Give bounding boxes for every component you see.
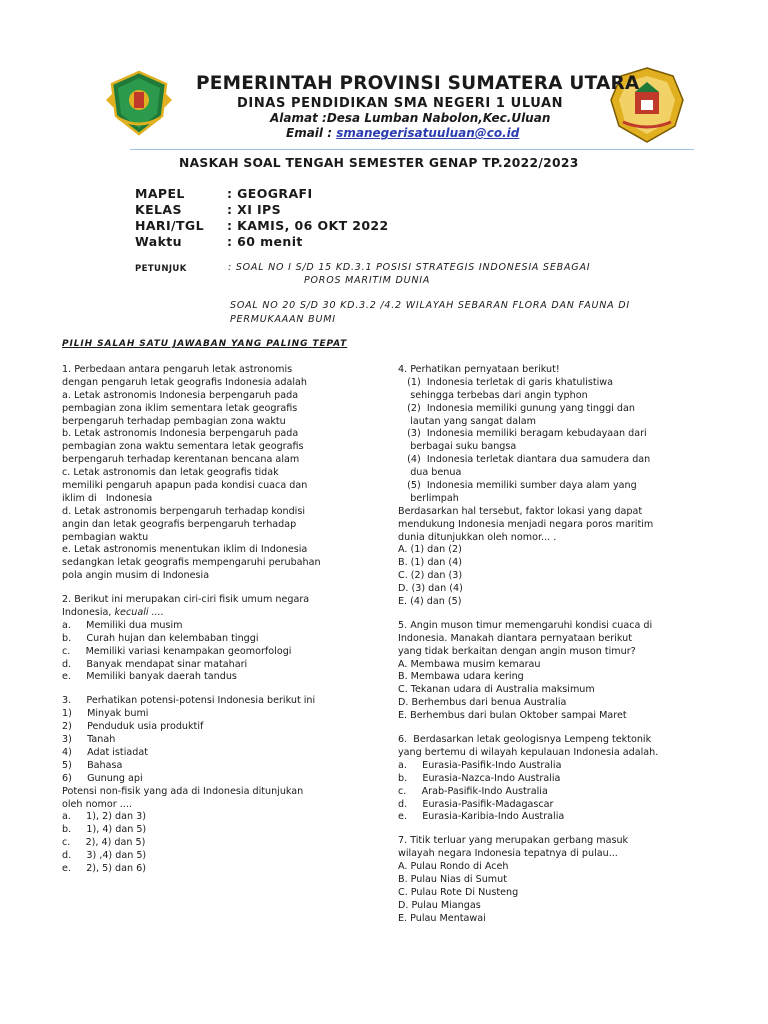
list-item: 1) Minyak bumi: [62, 708, 149, 720]
provincial-emblem-icon: [96, 70, 182, 138]
spacer: [398, 824, 718, 835]
question-line: dengan pengaruh letak geografis Indonesia adalah: [62, 376, 307, 388]
email-line: [286, 126, 519, 140]
question-line: dunia ditunjukkan oleh nomor... .: [398, 531, 557, 543]
answer-option: d. Letak astronomis berpengaruh terhadap kondisi: [62, 505, 305, 517]
question-line: 7. Titik terluar yang merupakan gerbang masuk: [398, 835, 629, 847]
spacer: [398, 609, 718, 620]
answer-option: berpengaruh terhadap pembagian zona waktu: [62, 415, 286, 427]
question-line: 4. Perhatikan pernyataan berikut!: [398, 364, 560, 375]
question-line: oleh nomor ....: [62, 798, 132, 810]
meta-table: [135, 186, 389, 250]
answer-option: D. Berhembus dari benua Australia: [398, 697, 567, 709]
answer-option: a. Letak astronomis Indonesia berpengaruh pada: [62, 389, 299, 401]
address-line: Alamat :Desa Lumban Nabolon,Kec.Uluan: [270, 111, 551, 125]
answer-option: pembagian waktu: [62, 531, 149, 543]
petunjuk-line-2b: PERMUKAAAN BUMI: [230, 314, 336, 325]
petunjuk-line-1a: : SOAL NO I S/D 15 KD.3.1 POSISI STRATEGIS INDONESIA SEBAGAI: [228, 262, 591, 273]
spacer: [62, 583, 382, 594]
answer-option: D. (3) dan (4): [398, 583, 463, 595]
statement-item: (1) Indonesia terletak di garis khatulistiwa: [398, 376, 613, 388]
answer-option: e. Eurasia-Karibia-Indo Australia: [398, 811, 565, 823]
answer-option: B. Pulau Nias di Sumut: [398, 873, 507, 885]
question-line: yang bertemu di wilayah kepulauan Indonesia adalah.: [398, 746, 659, 758]
spacer: [62, 684, 382, 695]
meta-label: MAPEL: [135, 186, 185, 201]
petunjuk-line-1b: POROS MARITIM DUNIA: [304, 275, 431, 286]
section-title: PILIH SALAH SATU JAWABAN YANG PALING TEPAT: [62, 339, 348, 349]
meta-value: : KAMIS, 06 OKT 2022: [227, 218, 389, 233]
meta-value: : GEOGRAFI: [227, 186, 313, 201]
statement-item: berbagai suku bangsa: [398, 441, 517, 453]
answer-option: C. Tekanan udara di Australia maksimum: [398, 684, 595, 696]
statement-item: lautan yang sangat dalam: [398, 415, 536, 427]
answer-option: e. Memiliki banyak daerah tandus: [62, 671, 237, 683]
question-line: [62, 607, 382, 620]
meta-value: : XI IPS: [227, 202, 282, 217]
answer-option: pola angin musim di Indonesia: [62, 570, 210, 582]
answer-option: c. 2), 4) dan 5): [62, 837, 146, 849]
statement-item: (2) Indonesia memiliki gunung yang tinggi dan: [398, 402, 635, 414]
email-label: Email :: [286, 126, 333, 140]
meta-value: : 60 menit: [227, 234, 303, 249]
answer-option: b. Letak astronomis Indonesia berpengaruh pada: [62, 428, 299, 440]
question-line: 5. Angin muson timur memengaruhi kondisi cuaca di: [398, 619, 653, 631]
petunjuk-label: PETUNJUK: [135, 264, 187, 274]
answer-option: a. 1), 2) dan 3): [62, 811, 146, 823]
answer-option: e. Letak astronomis menentukan iklim di Indonesia: [62, 544, 308, 556]
meta-label: HARI/TGL: [135, 218, 204, 233]
answer-option: d. 3) ,4) dan 5): [62, 850, 147, 862]
list-item: 6) Gunung api: [62, 772, 143, 784]
statement-item: dua benua: [398, 467, 462, 479]
answer-option: c. Arab-Pasifik-Indo Australia: [398, 785, 548, 797]
answer-option: c. Memiliki variasi kenampakan geomorfologi: [62, 645, 292, 657]
list-item: 4) Adat istiadat: [62, 746, 148, 758]
list-item: 3) Tanah: [62, 734, 116, 746]
answer-option: pembagian zona iklim sementara letak geografis: [62, 402, 298, 414]
answer-option: B. Membawa udara kering: [398, 671, 524, 683]
answer-option: e. 2), 5) dan 6): [62, 862, 146, 874]
answer-option: A. (1) dan (2): [398, 544, 462, 556]
answer-option: berpengaruh terhadap kerentanan bencana alam: [62, 454, 300, 466]
answer-option: A. Membawa musim kemarau: [398, 658, 541, 670]
answer-option: d. Banyak mendapat sinar matahari: [62, 658, 248, 670]
petunjuk-line-2a: SOAL NO 20 S/D 30 KD.3.2 /4.2 WILAYAH SEBARAN FLORA DAN FAUNA DI: [230, 300, 631, 311]
province-title: PEMERINTAH PROVINSI SUMATERA UTARA: [196, 73, 640, 94]
answer-option: a. Eurasia-Pasifik-Indo Australia: [398, 759, 562, 771]
question-line: yang tidak berkaitan dengan angin muson timur?: [398, 645, 636, 657]
question-emphasis: kecuali ....: [114, 607, 164, 619]
question-line: 1. Perbedaan antara pengaruh letak astronomis: [62, 364, 293, 375]
answer-option: b. Eurasia-Nazca-Indo Australia: [398, 772, 561, 784]
answer-option: b. 1), 4) dan 5): [62, 824, 147, 836]
question-line: Indonesia. Manakah diantara pernyataan berikut: [398, 632, 632, 644]
statement-item: (3) Indonesia memiliki beragam kebudayaan dari: [398, 428, 647, 440]
right-question-column: [398, 364, 718, 926]
question-line: 2. Berikut ini merupakan ciri-ciri fisik umum negara: [62, 594, 310, 606]
question-line: 3. Perhatikan potensi-potensi Indonesia berikut ini: [62, 695, 316, 707]
statement-item: (4) Indonesia terletak diantara dua samudera dan: [398, 454, 651, 466]
exam-title: NASKAH SOAL TENGAH SEMESTER GENAP TP.2022/2023: [179, 156, 579, 170]
meta-label: Waktu: [135, 234, 182, 249]
left-question-column: [62, 364, 382, 876]
answer-option: d. Eurasia-Pasifik-Madagascar: [398, 798, 554, 810]
answer-option: c. Letak astronomis dan letak geografis tidak: [62, 467, 279, 479]
answer-option: iklim di Indonesia: [62, 492, 153, 504]
answer-option: E. (4) dan (5): [398, 596, 462, 608]
answer-option: angin dan letak geografis berpengaruh terhadap: [62, 518, 297, 530]
statement-item: (5) Indonesia memiliki sumber daya alam yang: [398, 480, 637, 492]
meta-label: KELAS: [135, 202, 182, 217]
list-item: 5) Bahasa: [62, 759, 123, 771]
email-link[interactable]: smanegerisatuuluan@co.id: [336, 126, 520, 140]
list-item: 2) Penduduk usia produktif: [62, 721, 204, 733]
header-divider: [130, 149, 694, 150]
agency-title: DINAS PENDIDIKAN SMA NEGERI 1 ULUAN: [237, 96, 564, 111]
answer-option: C. (2) dan (3): [398, 570, 463, 582]
spacer: [398, 723, 718, 734]
answer-option: E. Pulau Mentawai: [398, 912, 486, 924]
answer-option: b. Curah hujan dan kelembaban tinggi: [62, 632, 259, 644]
question-text: Indonesia,: [62, 607, 115, 619]
answer-option: E. Berhembus dari bulan Oktober sampai Maret: [398, 710, 627, 722]
answer-option: D. Pulau Miangas: [398, 899, 481, 911]
answer-option: memiliki pengaruh apapun pada kondisi cuaca dan: [62, 480, 308, 492]
answer-option: A. Pulau Rondo di Aceh: [398, 861, 509, 873]
question-line: Potensi non-fisik yang ada di Indonesia ditunjukan: [62, 785, 304, 797]
question-line: 6. Berdasarkan letak geologisnya Lempeng tektonik: [398, 734, 652, 746]
answer-option: pembagian zona waktu sementara letak geografis: [62, 441, 304, 453]
answer-option: C. Pulau Rote Di Nusteng: [398, 886, 519, 898]
answer-option: sedangkan letak geografis mempengaruhi perubahan: [62, 557, 321, 569]
statement-item: berlimpah: [398, 492, 459, 504]
statement-item: sehingga terbebas dari angin typhon: [398, 389, 588, 401]
answer-option: B. (1) dan (4): [398, 557, 463, 569]
question-line: Berdasarkan hal tersebut, faktor lokasi yang dapat: [398, 505, 643, 517]
question-line: wilayah negara Indonesia tepatnya di pulau...: [398, 848, 618, 860]
answer-option: a. Memiliki dua musim: [62, 619, 183, 631]
question-line: mendukung Indonesia menjadi negara poros maritim: [398, 518, 654, 530]
